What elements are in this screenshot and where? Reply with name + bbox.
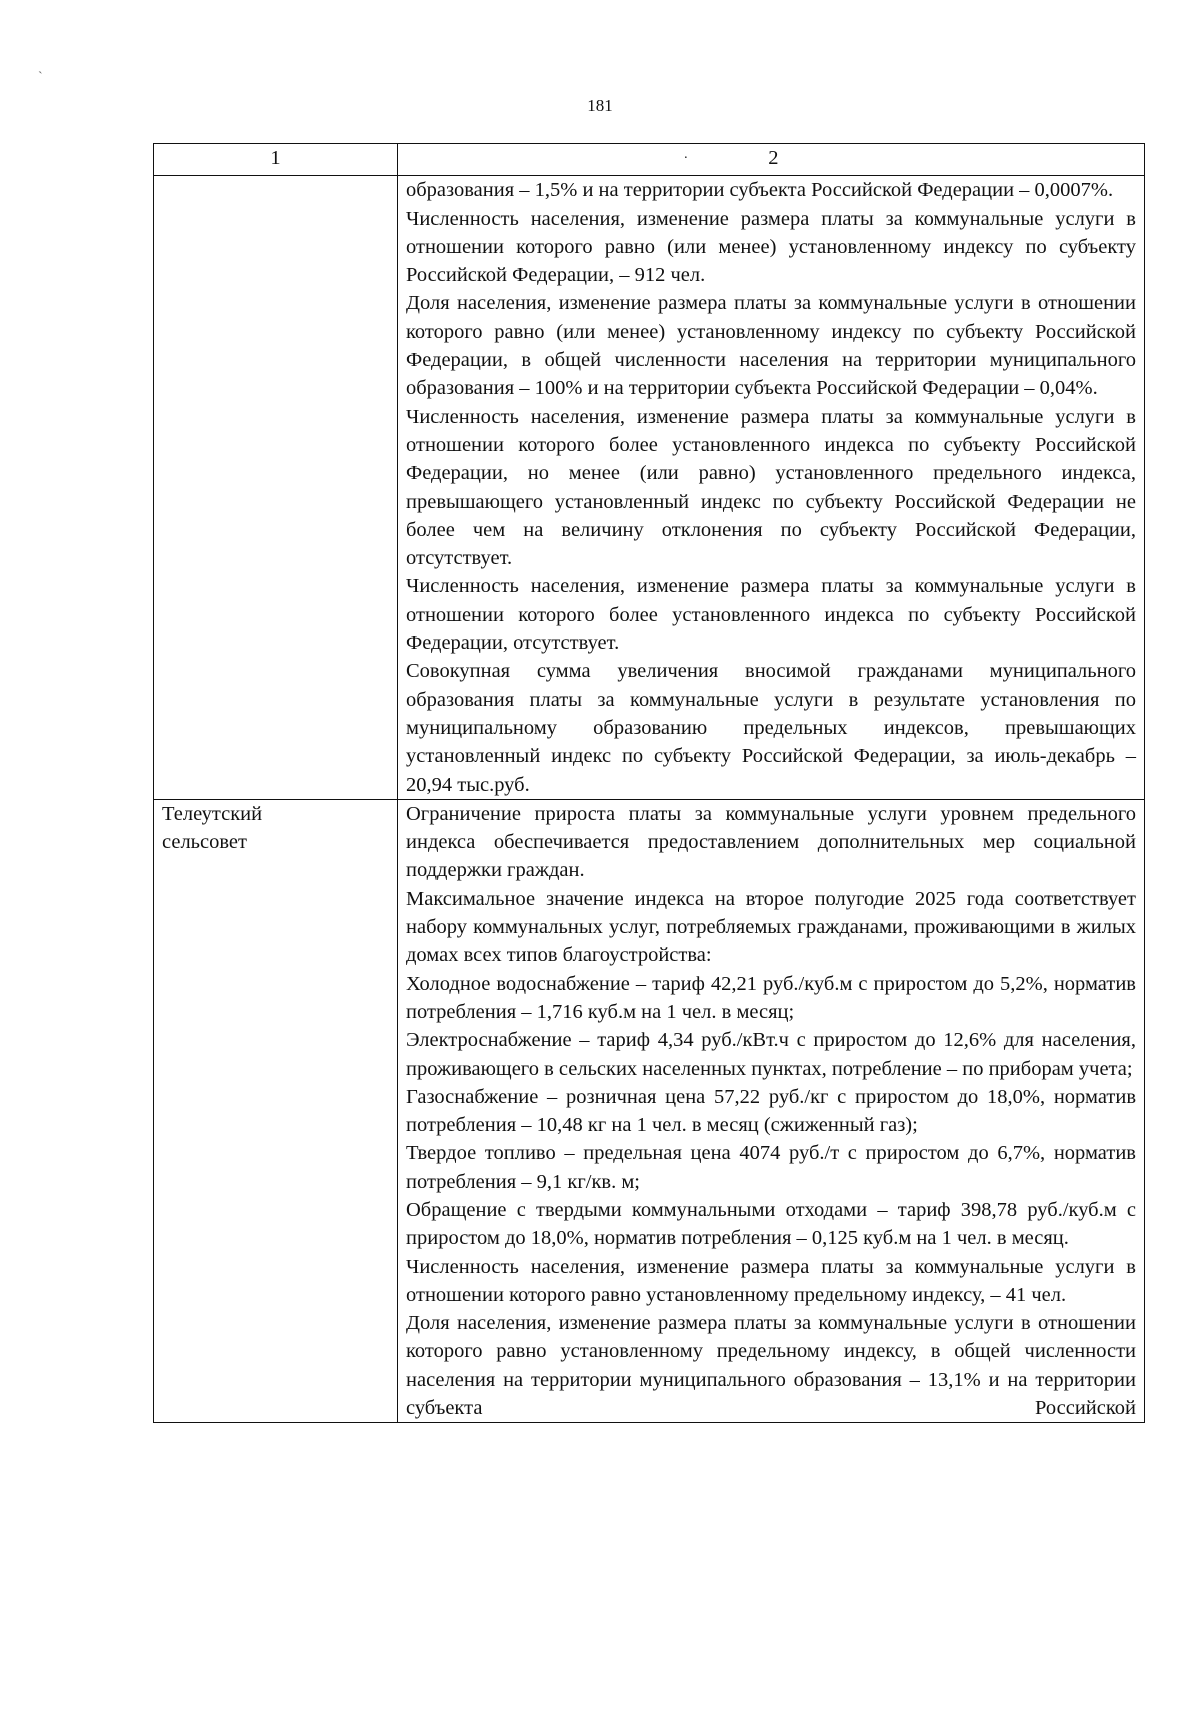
municipality-cell-empty [154, 176, 398, 800]
paragraph: Электроснабжение – тариф 4,34 руб./кВт.ч с приростом до 12,6% для населения, проживающего в сельских населенных пунктах, потребление – по приборам учета; [406, 1029, 1136, 1080]
paragraph: Обращение с твердыми коммунальными отходами – тариф 398,78 руб./куб.м с приростом до 18,0%, норматив потребления – 0,125 куб.м на 1 чел. в месяц. [406, 1198, 1136, 1250]
paragraph: Холодное водоснабжение – тариф 42,21 руб./куб.м с приростом до 5,2%, норматив потребления – 1,716 куб.м на 1 чел. в месяц; [406, 972, 1136, 1023]
municipality-cell [154, 799, 398, 1423]
paragraph: Численность населения, изменение размера платы за коммунальные услуги в отношении которого более установленного индекса по субъекту Российской Федерации, но менее (или равно) установленного предельного индекса, превышающего установленный индекс по субъекту Российской Федерации не более чем на величину отклонения по субъекту Российской Федерации, отсутствует. [406, 405, 1136, 570]
table-header-row [154, 144, 1145, 176]
paragraph: Численность населения, изменение размера платы за коммунальные услуги в отношении которого более установленного индекса по субъекту Российской Федерации, отсутствует. [406, 575, 1136, 655]
page-number: 181 [587, 96, 613, 115]
table-row [154, 176, 1145, 800]
paragraph-continuation: образования – 1,5% и на территории субъекта Российской Федерации – 0,0007%. [406, 179, 1114, 202]
paragraph: Ограничение прироста платы за коммунальные услуги уровнем предельного индекса обеспечивается предоставлением дополнительных мер социальной поддержки граждан. [406, 802, 1136, 882]
table-row [154, 799, 1145, 1423]
paragraph: Максимальное значение индекса на второе полугодие 2025 года соответствует набору коммунальных услуг, потребляемых гражданами, проживающими в жилых домах всех типов благоустройства: [406, 887, 1136, 967]
scan-mark: ` [38, 70, 43, 85]
paragraph: Газоснабжение – розничная цена 57,22 руб./кг с приростом до 18,0%, норматив потребления – 10,48 кг на 1 чел. в месяц (сжиженный газ); [406, 1085, 1136, 1137]
scan-dot: · [683, 151, 689, 166]
paragraph-continued-next-page: Доля населения, изменение размера платы за коммунальные услуги в отношении которого равно установленному предельному индексу, в общей численности населения на территории муниципального образования – 13,1% и на территории субъекта Российской [406, 1312, 1136, 1420]
paragraph: Доля населения, изменение размера платы за коммунальные услуги в отношении которого равно (или менее) установленному индексу по субъекту Российской Федерации, в общей численности населения на территории муниципального образования – 100% и на территории субъекта Российской Федерации – 0,04%. [406, 292, 1136, 400]
paragraph: Твердое топливо – предельная цена 4074 руб./т с приростом до 6,7%, норматив потребления – 9,1 кг/кв. м; [406, 1142, 1136, 1193]
column-header-2 [398, 144, 1145, 176]
column-header-1: 1 [154, 144, 398, 176]
document-table [153, 143, 1145, 1423]
column-header-2-label: 2 [768, 147, 779, 169]
description-cell [398, 799, 1145, 1423]
paragraph: Численность населения, изменение размера платы за коммунальные услуги в отношении которого равно (или менее) установленному индексу по субъекту Российской Федерации, – 912 чел. [406, 207, 1136, 287]
paragraph: Численность населения, изменение размера платы за коммунальные услуги в отношении которого равно установленному предельному индексу, – 41 чел. [406, 1255, 1136, 1306]
description-cell [398, 176, 1145, 800]
municipality-name-line1: Телеутский [162, 802, 263, 825]
municipality-name-line2: сельсовет [162, 831, 247, 854]
paragraph: Совокупная сумма увеличения вносимой гражданами муниципального образования платы за коммунальные услуги в результате установления по муниципальному образованию предельных индексов, превышающих установленный индекс по субъекту Российской Федерации, за июль-декабрь – 20,94 тыс.руб. [406, 660, 1136, 796]
